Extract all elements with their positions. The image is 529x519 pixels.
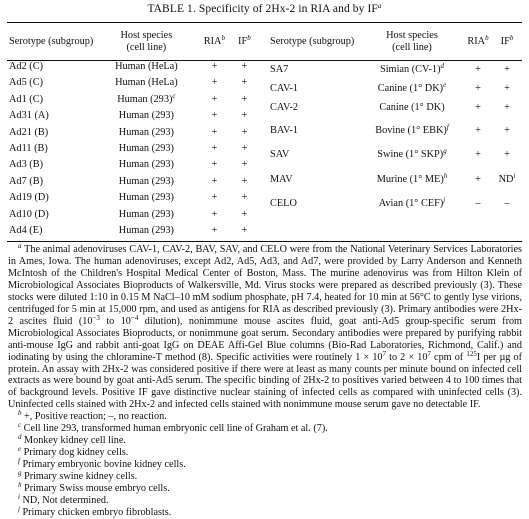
- host-footnote-letter: j: [443, 195, 446, 204]
- footnote-a-text-2: to 10: [99, 315, 131, 327]
- host-text: Human (293): [118, 143, 174, 155]
- host-cell: [362, 81, 462, 97]
- ria-cell: +: [211, 175, 218, 187]
- ria-cell: +: [475, 82, 481, 94]
- footnote-text: Primary swine kidney cells.: [21, 471, 138, 483]
- host-cell: [93, 174, 199, 190]
- table-row: [7, 141, 259, 157]
- host-footnote-mark: [443, 196, 445, 204]
- table-row: [7, 108, 259, 124]
- host-text: Human (HeLa): [115, 77, 178, 89]
- ria-cell: +: [211, 126, 218, 138]
- if-text: +: [504, 63, 510, 75]
- bottom-rule: [7, 241, 522, 242]
- host-cell: [93, 157, 199, 173]
- if-cell: [494, 59, 520, 81]
- header-host-line2: (cell line): [126, 42, 167, 53]
- footnotes: [8, 244, 522, 519]
- serotype-cell: CAV-2: [270, 101, 299, 113]
- footnote-letter: d: [18, 433, 22, 442]
- table-row: [270, 81, 520, 97]
- ria-cell: +: [475, 173, 481, 185]
- serotype-cell: Ad2 (C): [9, 61, 44, 73]
- table-row: [270, 167, 520, 193]
- footnote-text: Cell line 293, transformed human embryonic cell line of Graham et al. (7).: [21, 423, 328, 435]
- left-table-body: [7, 59, 259, 239]
- serotype-cell: SAV: [270, 148, 290, 160]
- footnote-h: [8, 483, 522, 495]
- serotype-cell: Ad11 (B): [9, 143, 48, 155]
- footnote-text: Primary embryonic bovine kidney cells.: [19, 459, 186, 471]
- host-text: Human (293): [118, 192, 174, 204]
- right-header-row: [270, 25, 520, 59]
- table-row: [7, 190, 259, 206]
- host-footnote-letter: d: [440, 61, 445, 70]
- footnote-text: Primary dog kidney cells.: [21, 447, 129, 459]
- if-cell: +: [241, 126, 248, 138]
- ria-cell: –: [475, 197, 481, 209]
- if-cell: +: [241, 61, 248, 73]
- header-host-line1-right: Host species: [386, 30, 438, 41]
- host-cell: [362, 143, 462, 167]
- footnote-letter: i: [18, 493, 20, 502]
- header-ria-right: [462, 25, 494, 59]
- footnote-text: Primary chicken embryo fibroblasts.: [19, 506, 172, 518]
- exponent: 7: [382, 349, 387, 358]
- serotype-cell: SA7: [270, 63, 289, 75]
- serotype-cell: Ad10 (D): [9, 208, 49, 220]
- host-footnote-mark: [443, 81, 446, 89]
- host-cell: [93, 141, 199, 157]
- host-text: Human (293): [118, 225, 174, 236]
- host-text: Human (293): [118, 110, 174, 122]
- footnote-letter: c: [18, 421, 22, 430]
- left-header-row: [7, 25, 259, 59]
- footnote-a: [8, 244, 522, 411]
- table-row: [7, 75, 259, 91]
- if-cell: [494, 119, 520, 143]
- header-host-line1: Host species: [120, 30, 173, 41]
- if-cell: +: [241, 175, 248, 187]
- header-if-label: IF: [238, 36, 248, 47]
- if-text: +: [504, 82, 510, 94]
- if-cell: [494, 167, 520, 193]
- serotype-cell: CELO: [270, 197, 297, 209]
- exponent: −4: [130, 313, 139, 322]
- exponent: 125: [466, 349, 477, 358]
- table-row: [7, 125, 259, 141]
- ria-cell: +: [211, 192, 218, 204]
- footnote-a-text-6: I per µg of protein. An assay with 2Hx-2 was considered positive if there were at least as many counts per minute bound on infected cell extracts as were bound by goat anti-Ad5 serum. The specific binding of 2Hx-2 to positives varied between 4 to 100 times that of background levels. Positive IF gave distinctive nuclear staining of infected cells as compared with uninfected cells (3). Uninfected cells stained with 2Hx-2 and infected cells stained with nonimmune mouse serum gave no detectable IF.: [8, 351, 523, 411]
- if-cell: [494, 81, 520, 97]
- host-text: Canine (1° DK): [377, 82, 444, 94]
- if-cell: +: [241, 208, 248, 220]
- top-rule: [7, 22, 522, 23]
- serotype-cell: CAV-1: [270, 82, 299, 94]
- ria-cell: +: [211, 93, 218, 105]
- ria-cell: +: [211, 61, 218, 73]
- host-cell: [362, 167, 462, 193]
- footnote-letter: e: [18, 445, 22, 454]
- footnote-text: Monkey kidney cell line.: [21, 435, 126, 447]
- table-row: [7, 157, 259, 173]
- header-ria-mark-right: b: [485, 34, 489, 42]
- table-title-text: TABLE 1. Specificity of 2Hx-2 in RIA and by IF: [147, 3, 378, 15]
- serotype-cell: Ad3 (B): [9, 159, 44, 171]
- host-text: Avian (1° CEF): [378, 197, 444, 209]
- host-text: Human (HeLa): [115, 61, 178, 73]
- footnote-d: [8, 435, 522, 447]
- host-footnote-mark: [447, 123, 449, 131]
- footnote-a-text-4: to 2 × 10: [386, 351, 428, 363]
- footnote-c: [8, 423, 522, 435]
- host-cell: [93, 223, 199, 239]
- header-if-mark: b: [247, 34, 251, 42]
- right-table: [270, 25, 520, 215]
- footnote-a-text-1: The animal adenoviruses CAV-1, CAV-2, BAV, SAV, and CELO were from the National Veterinary Services Laboratories in Ames, Iowa. The human adenoviruses, except Ad2, Ad5, Ad3, and Ad7, were provided by Larry Anderson and Kenneth McIntosh of the Children's Hospital Medical Center of Boston, Mass. The murine adenovirus was from Hilton Klein of Microbiological Associates Bioproducts of Walkersville, Md. Virus stocks were prepared as described previously (3). These stocks were diluted 1:10 in 0.15 M NaCl–10 mM sodium phosphate, pH 7.4, heated for 10 min at 56°C to gently lyse virions, centrifuged for 5 min at 15,000 rpm, and used as antigens for RIA as described previously (3). Primary antibodies were 2Hx-2 ascites fluid (10: [8, 244, 522, 327]
- footnote-letter: f: [18, 457, 20, 466]
- footnote-text: ND, Not determined.: [19, 495, 109, 507]
- host-text: Human (293): [118, 208, 174, 220]
- footnote-b: [8, 411, 522, 423]
- table-row: [7, 59, 259, 75]
- table-row: [7, 207, 259, 223]
- if-footnote-mark: [513, 172, 515, 180]
- exponent: 7: [427, 349, 431, 358]
- footnote-e: [8, 447, 522, 459]
- serotype-cell: MAV: [270, 173, 293, 185]
- table-row: [7, 174, 259, 190]
- host-footnote-mark: [441, 62, 445, 70]
- serotype-cell: Ad31 (A): [9, 110, 49, 122]
- ria-cell: +: [211, 110, 218, 122]
- table-row: [7, 223, 259, 239]
- header-host: [93, 25, 199, 59]
- ria-cell: +: [475, 148, 481, 160]
- ria-cell: +: [475, 63, 481, 75]
- footnote-f: [8, 459, 522, 471]
- serotype-cell: Ad5 (C): [9, 77, 44, 89]
- host-text: Human (293): [117, 93, 173, 105]
- host-cell: [362, 59, 462, 81]
- host-footnote-mark: [444, 172, 448, 180]
- if-cell: +: [241, 110, 248, 122]
- serotype-cell: BAV-1: [270, 124, 299, 136]
- footnote-letter: h: [18, 481, 22, 490]
- host-text: Human (293): [118, 159, 174, 171]
- host-footnote-letter: g: [443, 146, 447, 155]
- footnote-letter: b: [18, 409, 22, 418]
- host-cell: [93, 125, 199, 141]
- if-cell: +: [241, 192, 248, 204]
- host-text: Human (293): [118, 175, 174, 187]
- header-if-mark-right: b: [509, 34, 514, 42]
- host-text: Murine (1° ME): [376, 173, 444, 185]
- footnote-a-text-3: dilution), nonimmune mouse ascites fluid, goat anti-Ad5 group-specific serum from Microbiological Associates Bioproducts, or nonimmune goat serum. Secondary antibodies were prepared by purifying rabbit anti-mouse IgG and rabbit anti-goat IgG on DEAE Affi-Gel Blue columns (Bio-Rad Laboratories, Richmond, Calif.) and iodinating by using the chloramine-T method (8). Specific activities were routinely 1 × 10: [8, 315, 522, 363]
- host-footnote-mark: [443, 147, 447, 155]
- serotype-cell: Ad1 (C): [9, 93, 44, 105]
- table-row: [270, 97, 520, 119]
- header-host-line2-right: (cell line): [392, 42, 432, 53]
- header-serotype: Serotype (subgroup): [9, 36, 94, 47]
- host-cell: [93, 190, 199, 206]
- header-if-right: [494, 25, 520, 59]
- if-text: ND: [498, 173, 514, 185]
- if-cell: [494, 97, 520, 119]
- serotype-cell: Ad19 (D): [9, 192, 49, 204]
- if-footnote-letter: i: [513, 171, 516, 180]
- if-text: –: [504, 197, 510, 209]
- header-ria-mark: b: [221, 34, 225, 42]
- if-text: +: [504, 101, 510, 113]
- if-cell: +: [241, 225, 248, 236]
- host-cell: [93, 92, 199, 108]
- host-cell: [362, 119, 462, 143]
- host-cell: [93, 59, 199, 75]
- host-cell: [93, 108, 199, 124]
- if-cell: +: [241, 159, 248, 171]
- if-cell: +: [241, 77, 248, 89]
- table-row: [270, 143, 520, 167]
- serotype-cell: Ad4 (E): [9, 225, 43, 236]
- document-page: [0, 2, 529, 518]
- right-table-body: [270, 59, 520, 215]
- host-cell: [93, 207, 199, 223]
- host-text: Simian (CV-1): [379, 63, 441, 75]
- host-footnote-letter: e: [443, 80, 447, 89]
- ria-cell: +: [211, 143, 218, 155]
- ria-cell: +: [211, 225, 218, 236]
- title-footnote-mark: a: [377, 2, 382, 10]
- table-row: [270, 119, 520, 143]
- footnote-letter: j: [18, 504, 20, 513]
- serotype-cell: Ad7 (B): [9, 175, 44, 187]
- header-ria-label-right: RIA: [467, 36, 486, 47]
- host-footnote-mark: [172, 92, 175, 100]
- host-text: Human (293): [118, 126, 174, 138]
- header-if-label-right: IF: [500, 36, 510, 47]
- header-serotype-right: Serotype (subgroup): [270, 36, 355, 47]
- table-title: [0, 3, 529, 18]
- table-row: [270, 59, 520, 81]
- host-cell: [93, 75, 199, 91]
- header-ria: [199, 25, 229, 59]
- footnote-text: Primary Swiss mouse embryo cells.: [21, 483, 170, 495]
- ria-cell: +: [211, 159, 218, 171]
- header-host-right: [362, 25, 462, 59]
- ria-cell: +: [211, 77, 218, 89]
- header-ria-label: RIA: [203, 36, 222, 47]
- left-table: [7, 25, 259, 239]
- if-cell: [494, 193, 520, 215]
- host-text: Canine (1° DK): [379, 101, 445, 113]
- footnote-g: [8, 471, 522, 483]
- ria-cell: +: [475, 124, 481, 136]
- footnote-mark: a: [18, 242, 22, 250]
- serotype-cell: Ad21 (B): [9, 126, 49, 138]
- host-footnote-letter: h: [443, 171, 448, 180]
- host-footnote-letter: c: [172, 91, 176, 100]
- footnote-letter: g: [18, 469, 22, 478]
- footnote-a-text-5: cpm of: [430, 351, 467, 363]
- host-text: Bovine (1° EBK): [375, 124, 447, 136]
- host-cell: [362, 97, 462, 119]
- table-row: [270, 193, 520, 215]
- if-cell: [494, 143, 520, 167]
- footnote-j: [8, 504, 522, 519]
- footnote-list: [8, 411, 522, 519]
- exponent: −3: [92, 313, 100, 322]
- ria-cell: +: [211, 208, 218, 220]
- if-text: +: [504, 124, 510, 136]
- table-row: [7, 92, 259, 108]
- footnote-text: +, Positive reaction; –, no reaction.: [21, 411, 167, 423]
- ria-cell: +: [475, 101, 481, 113]
- host-text: Swine (1° SKP): [377, 148, 444, 160]
- host-footnote-letter: f: [446, 122, 449, 131]
- if-cell: +: [241, 93, 248, 105]
- host-cell: [362, 193, 462, 215]
- if-text: +: [504, 148, 510, 160]
- if-cell: +: [241, 143, 248, 155]
- header-if: [229, 25, 259, 59]
